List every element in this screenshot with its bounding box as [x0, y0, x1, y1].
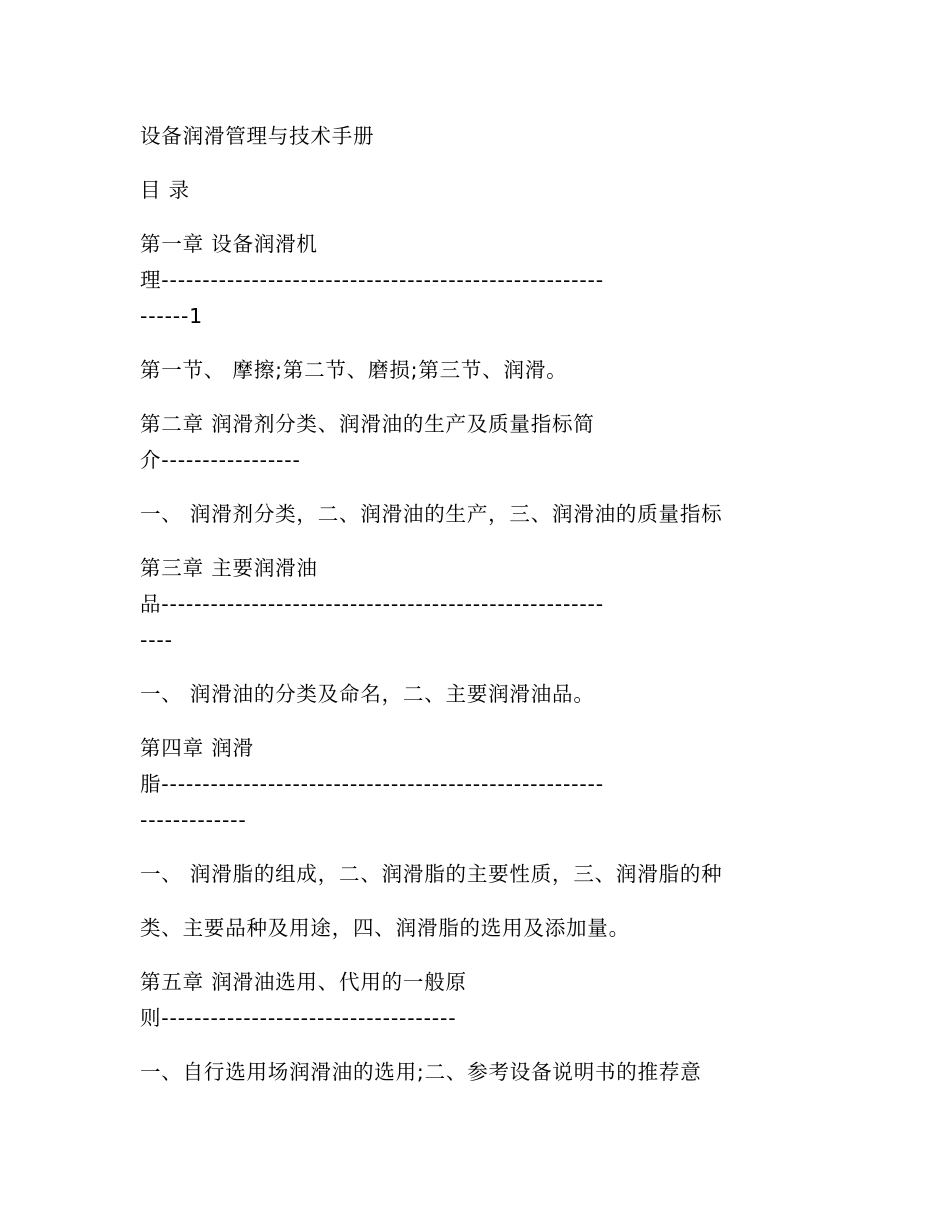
- toc-entry-chapter-4: 第四章 润滑: [140, 736, 254, 760]
- toc-entry-chapter-4-leader-cont: -------------: [140, 808, 247, 832]
- toc-entry-chapter-3-leader: 品------------------------------------------------------: [140, 592, 604, 616]
- toc-entry-chapter-4-sections-cont: 类、主要品种及用途，四、润滑脂的选用及添加量。: [140, 916, 630, 940]
- toc-entry-chapter-5: 第五章 润滑油选用、代用的一般原: [140, 970, 467, 994]
- toc-entry-chapter-1-page: ------1: [140, 304, 204, 328]
- toc-entry-chapter-4-sections: 一、 润滑脂的组成，二、润滑脂的主要性质，三、润滑脂的种: [140, 862, 723, 886]
- toc-entry-chapter-1-sections: 第一节、 摩擦;第二节、磨损;第三节、润滑。: [140, 358, 568, 382]
- toc-entry-chapter-4-leader: 脂------------------------------------------------------: [140, 772, 604, 796]
- toc-entry-chapter-3: 第三章 主要润滑油: [140, 556, 318, 580]
- toc-entry-chapter-1-leader: 理------------------------------------------------------: [140, 268, 604, 292]
- toc-heading: 目 录: [140, 178, 190, 202]
- toc-entry-chapter-5-leader: 则------------------------------------: [140, 1006, 457, 1030]
- document-title: 设备润滑管理与技术手册: [140, 124, 375, 148]
- toc-entry-chapter-3-sections: 一、 润滑油的分类及命名，二、主要润滑油品。: [140, 682, 595, 706]
- toc-entry-chapter-5-sections: 一、自行选用场润滑油的选用;二、参考设备说明书的推荐意: [140, 1060, 702, 1084]
- toc-entry-chapter-2-sections: 一、 润滑剂分类，二、润滑油的生产，三、润滑油的质量指标: [140, 502, 723, 526]
- toc-entry-chapter-3-leader-cont: ----: [140, 628, 173, 652]
- toc-entry-chapter-1: 第一章 设备润滑机: [140, 232, 318, 256]
- document-body: [140, 118, 810, 1108]
- toc-entry-chapter-2-leader: 介-----------------: [140, 448, 301, 472]
- toc-entry-chapter-2: 第二章 润滑剂分类、润滑油的生产及质量指标简: [140, 412, 595, 436]
